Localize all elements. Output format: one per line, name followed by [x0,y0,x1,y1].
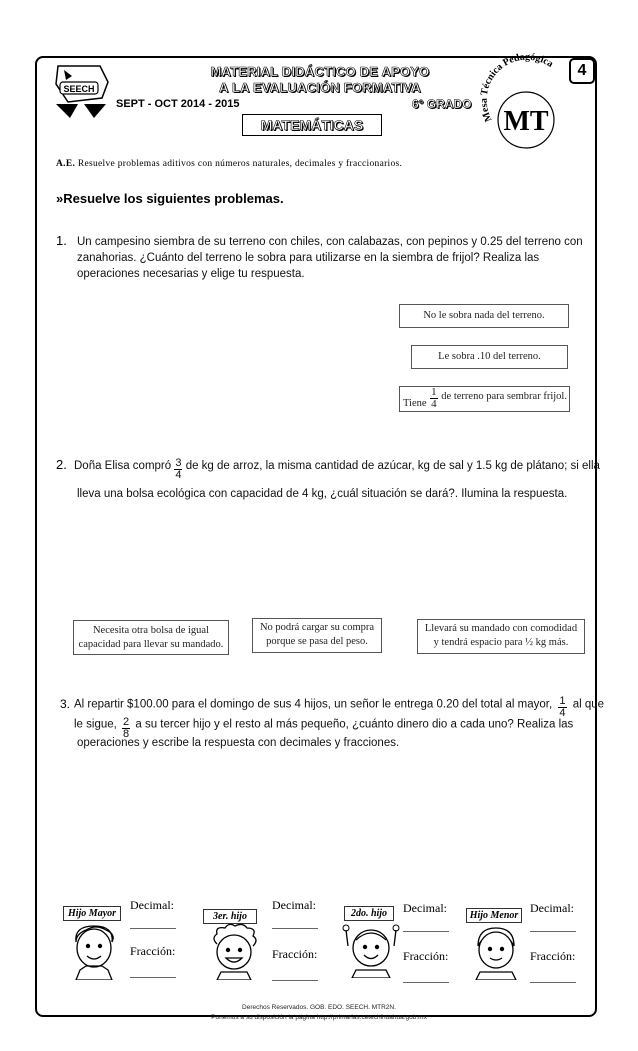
child-face-icon [205,922,263,980]
problem3-fraction2: $\frac{2}{8}$ [123,716,130,740]
child1-decimal-blank[interactable] [130,928,176,929]
problem2-option-c-line2: y tendrá espacio para ½ kg más. [433,637,569,648]
ae-text: Resuelve problemas aditivos con números naturales, decimales y fraccionarios. [77,159,403,169]
footer-line1: Derechos Reservados. GOB. EDO. SEECH. MTR2N. [242,1004,396,1011]
problem3-line2-b: a su tercer hijo y el resto al más pequeño, ¿cuánto dinero dio a cada uno? Realiza las [135,718,574,731]
header-title-line1: MATERIAL DIDÁCTICO DE APOYO [210,64,430,79]
problem2-number: 2. [56,457,67,472]
problem2-text-b: de kg de arroz, la misma cantidad de azúcar, kg de sal y 1.5 kg de plátano; si ella [185,460,600,472]
problem1-option-a-text: No le sobra nada del terreno. [423,310,545,321]
child-face-icon [66,920,122,980]
ae-line [56,159,402,169]
problem1-number: 1. [56,233,67,248]
mesa-tecnica-logo [478,50,578,160]
child3-fraction-label: Fracción: [403,949,449,963]
problem1-option-b[interactable] [411,345,568,369]
instruction-marker: » [56,191,64,206]
problem1-option-c-post: de terreno para sembrar frijol. [441,390,567,402]
child-label-hijo-mayor: Hijo Mayor [63,906,121,921]
child1-decimal-label: Decimal: [130,898,174,912]
instruction-text: Resuelve los siguientes problemas. [63,191,284,206]
footer-line2: Ponemos a su disposición la página http://primarias.cetechihuahua.gob.mx [211,1014,427,1021]
mesa-tecnica-mark: MT [503,106,549,137]
problem3-number: 3. [60,697,71,711]
problem2-option-a[interactable] [73,620,229,655]
page-number: 4 [577,62,587,79]
child3-decimal-blank[interactable] [403,931,449,932]
problem1-text [77,234,589,282]
problem2-option-a-line2: capacidad para llevar su mandado. [78,639,224,650]
child4-fraction-blank[interactable] [530,982,576,983]
child1-fraction-label: Fracción: [130,944,176,958]
child-label-2do-hijo: 2do. hijo [344,906,394,921]
problem1-option-b-text: Le sobra .10 del terreno. [438,351,541,362]
problem3-line1-b: al que [572,698,605,711]
child4-fraction-label: Fracción: [530,949,576,963]
problem2-option-b[interactable] [252,618,382,653]
period: SEPT - OCT 2014 - 2015 [116,98,240,110]
child4-decimal-label: Decimal: [530,901,574,915]
problem2-option-c[interactable] [417,619,585,654]
seech-logo [50,62,112,120]
problem1-option-a[interactable] [399,304,569,328]
problem2-option-b-line2: porque se pasa del peso. [266,636,368,647]
problem3-line3: operaciones y escribe la respuesta con decimales y fracciones. [77,737,400,749]
problem2-option-c-line1: Llevará su mandado con comodidad [424,623,578,634]
ae-label: A.E. [56,159,76,169]
problem2-option-a-line1: Necesita otra bolsa de igual [92,625,210,636]
problem3-line2 [74,713,574,740]
problem1-option-c[interactable] [399,386,570,412]
problem1-option-c-fraction: $\frac{1}{4}$ [431,386,437,410]
child-label-3er-hijo: 3er. hijo [203,909,257,924]
child-face-icon [468,922,524,980]
mesa-tecnica-arc-text: Mesa Técnica Pedagógica [478,51,556,124]
grade: 6° GRADO [412,97,472,111]
problem1-line2: zanahorias. ¿Cuánto del terreno le sobra para utilizarse en la siembra de frijol? Realiza las [77,252,540,264]
problem2-line2: lleva una bolsa ecológica con capacidad de 4 kg, ¿cuál situación se dará?. Ilumina la respuesta. [77,488,568,500]
child3-decimal-label: Decimal: [403,901,447,915]
header-title-line2: A LA EVALUACIÓN FORMATIVA [219,80,421,95]
problem2-option-b-line1: No podrá cargar su compra [259,622,375,633]
child-face-icon [342,920,400,978]
problem1-line1: Un campesino siembra de su terreno con chiles, con calabazas, con pepinos y 0.25 del terreno con [77,236,583,248]
seech-logo-text: SEECH [63,84,95,94]
child2-decimal-label: Decimal: [272,898,316,912]
subject: MATEMÁTICAS [260,117,364,133]
problem3-line1-a: Al repartir $100.00 para el domingo de sus 4 hijos, un señor le entrega 0.20 del total al mayor, [74,698,553,711]
problem2-fraction: $\frac{3}{4}$ [175,457,182,481]
problem1-option-c-pre: Tiene [403,397,427,409]
problem3-line2-a: le sigue, [74,718,117,731]
subject-box [242,114,382,136]
child1-fraction-blank[interactable] [130,977,176,978]
problem3-fraction1: $\frac{1}{4}$ [559,695,566,719]
child-label-hijo-menor: Hijo Menor [466,908,522,923]
child4-decimal-blank[interactable] [530,931,576,932]
child2-decimal-blank[interactable] [272,928,318,929]
instruction [56,191,284,206]
problem2-line1 [74,457,600,481]
child2-fraction-label: Fracción: [272,947,318,961]
problem1-line3: operaciones necesarias y elige tu respuesta. [77,268,305,280]
child3-fraction-blank[interactable] [403,982,449,983]
child2-fraction-blank[interactable] [272,980,318,981]
problem2-text-a: Doña Elisa compró [74,460,172,472]
